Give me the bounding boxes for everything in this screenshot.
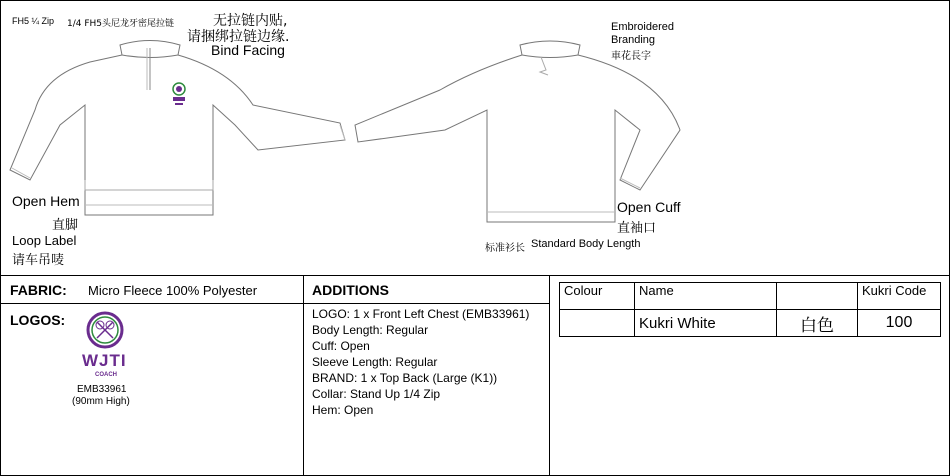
logo-brand-text: WJTI	[82, 351, 127, 370]
addition-item: LOGO: 1 x Front Left Chest (EMB33961)	[312, 307, 530, 321]
colour-table-header	[560, 283, 941, 310]
zip-note-cn-1: 无拉链内贴,	[213, 13, 288, 29]
cell-colour	[560, 310, 635, 337]
colour-table	[559, 282, 941, 337]
column-divider-2	[549, 275, 550, 475]
loop-label-cn: 请车吊唛	[12, 253, 65, 268]
cell-cn-name: 白色	[777, 310, 858, 337]
wjti-logo	[82, 311, 128, 349]
product-code: FH5 ¼ Zip	[12, 16, 55, 26]
fabric-divider	[0, 303, 549, 304]
logo-sub-text: COACH	[95, 372, 117, 378]
header-colour: Colour	[560, 283, 635, 310]
hem-label-en: Open Hem	[12, 193, 80, 209]
logo-code: EMB33961	[77, 384, 127, 395]
fabric-label: FABRIC:	[10, 282, 67, 298]
header-kukri-code: Kukri Code	[858, 283, 941, 310]
addition-item: Collar: Stand Up 1/4 Zip	[312, 387, 441, 401]
section-divider	[0, 275, 950, 276]
addition-item: Body Length: Regular	[312, 323, 429, 337]
fabric-value: Micro Fleece 100% Polyester	[88, 283, 258, 298]
hem-label-cn: 直脚	[52, 218, 79, 233]
column-divider-1	[303, 275, 304, 475]
header-name: Name	[635, 283, 777, 310]
table-row	[560, 310, 941, 337]
addition-item: BRAND: 1 x Top Back (Large (K1))	[312, 371, 498, 385]
logo-size: (90mm High)	[72, 396, 130, 407]
additions-list	[312, 306, 529, 418]
header-cn-name	[777, 283, 858, 310]
addition-item: Cuff: Open	[312, 339, 370, 353]
cuff-label-en: Open Cuff	[617, 199, 681, 215]
logos-label: LOGOS:	[10, 312, 66, 328]
cell-name: Kukri White	[635, 310, 777, 337]
front-chest-logo	[170, 82, 188, 108]
zip-note-cn-2: 请捆绑拉链边缘.	[187, 29, 290, 45]
body-length-en: Standard Body Length	[531, 238, 641, 250]
back-view-sketch	[355, 41, 680, 222]
branding-label-cn: 車花長字	[611, 51, 651, 62]
addition-item: Hem: Open	[312, 403, 374, 417]
zip-note-en: Bind Facing	[211, 42, 285, 58]
addition-item: Sleeve Length: Regular	[312, 355, 438, 369]
body-length-cn: 标准衫长	[485, 243, 525, 254]
cell-kukri-code: 100	[858, 310, 941, 337]
cuff-label-cn: 直袖口	[617, 221, 657, 236]
loop-label-en: Loop Label	[12, 233, 77, 248]
product-description: 1/4 FH5头尼龙牙密尾拉链	[67, 19, 175, 29]
branding-label-en-1: Embroidered	[611, 21, 674, 33]
front-view-sketch	[10, 41, 345, 216]
branding-label-en-2: Branding	[611, 34, 656, 46]
additions-title: ADDITIONS	[312, 282, 389, 298]
